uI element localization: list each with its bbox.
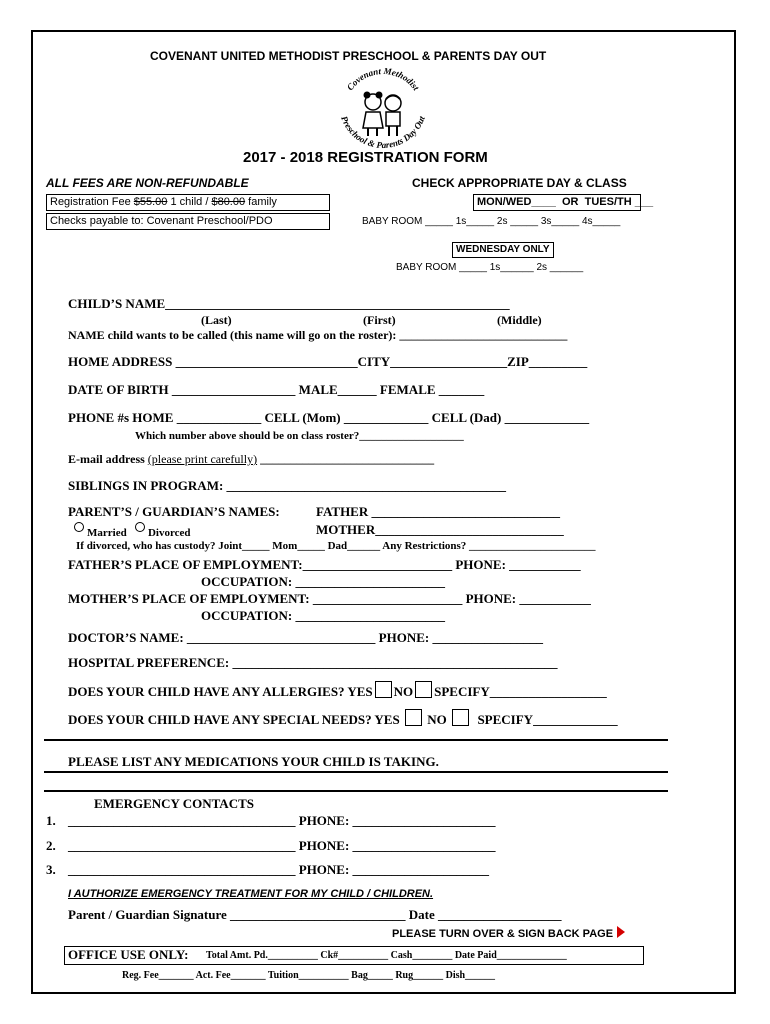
roster-phone-field[interactable]: Which number above should be on class roster?___________________ (135, 430, 464, 442)
office-row-2[interactable]: Reg. Fee_______ Act. Fee_______ Tuition__________ Bag_____ Rug______ Dish______ (122, 970, 496, 981)
nickname-field[interactable]: NAME child wants to be called (this name will go on the roster): ____________________________ (68, 328, 568, 342)
divider-top (44, 739, 668, 741)
emergency-num-3: 3. (46, 862, 56, 877)
school-logo (333, 62, 433, 162)
email-blank[interactable]: _____________________________ (257, 452, 435, 466)
doctor-field[interactable]: DOCTOR’S NAME: _____________________________ PHONE: _________________ (68, 630, 543, 645)
email-label: E-mail address (68, 452, 145, 466)
special-needs-no-checkbox[interactable] (452, 709, 469, 726)
label-first: (First) (363, 313, 396, 327)
checks-payable-box: Checks payable to: Covenant Preschool/PDO (46, 213, 330, 230)
emergency-heading: EMERGENCY CONTACTS (94, 796, 254, 811)
fee-family-suffix: family (245, 196, 277, 208)
custody-field[interactable]: If divorced, who has custody? Joint_____ Mom_____ Dad______ Any Restrictions? _______________________ (76, 540, 596, 552)
allergies-yes-checkbox[interactable] (375, 681, 392, 698)
monwed-class-row[interactable]: BABY ROOM _____ 1s_____ 2s _____ 3s_____ 4s_____ (362, 216, 621, 227)
mother-name-field[interactable]: MOTHER_____________________________ (316, 522, 564, 537)
office-use-label: OFFICE USE ONLY: (68, 947, 189, 962)
allergies-no-checkbox[interactable] (415, 681, 432, 698)
fee-family: $80.00 (211, 196, 246, 208)
wednesday-class-row[interactable]: BABY ROOM _____ 1s______ 2s ______ (396, 262, 584, 273)
svg-text:Preschool & Parents Day Out (339, 114, 427, 150)
special-needs-no-label: NO (427, 712, 447, 727)
fee-child: $55.00 (133, 196, 168, 208)
wednesday-only-box: WEDNESDAY ONLY (452, 242, 554, 258)
divorced-label: Divorced (147, 527, 191, 539)
special-needs-prefix: DOES YOUR CHILD HAVE ANY SPECIAL NEEDS? YES (68, 712, 400, 727)
medications-label: PLEASE LIST ANY MEDICATIONS YOUR CHILD IS TAKING. (68, 754, 439, 769)
blank-tuesth[interactable]: ___ (631, 196, 654, 208)
registration-prefix: Registration Fee (50, 196, 134, 208)
marital-status (74, 522, 191, 539)
father-occupation-field[interactable]: OCCUPATION: _______________________ (201, 574, 445, 589)
special-needs-yes-checkbox[interactable] (405, 709, 422, 726)
emergency-contact-3-field[interactable]: ___________________________________ PHONE: _____________________ (68, 862, 490, 877)
logo-text-top: Covenant Methodist (344, 65, 422, 93)
blank-monwed[interactable]: ____ (531, 196, 556, 208)
parents-names-label: PARENT’S / GUARDIAN’S NAMES: (68, 504, 280, 519)
or-label: OR (562, 196, 579, 208)
father-name-field[interactable]: FATHER _____________________________ (316, 504, 560, 519)
label-last: (Last) (201, 313, 232, 327)
divider-bottom (44, 790, 668, 792)
logo-text-bottom: Preschool & Parents Day Out (339, 114, 427, 151)
option-tuesth: TUES/TH (584, 196, 632, 208)
special-needs-specify-field[interactable]: SPECIFY_____________ (477, 712, 618, 727)
home-address-field[interactable]: HOME ADDRESS ____________________________CITY__________________ZIP_________ (68, 354, 588, 369)
fee-child-suffix: 1 child / (167, 196, 212, 208)
hospital-field[interactable]: HOSPITAL PREFERENCE: __________________________________________________ (68, 655, 558, 670)
authorize-statement: I AUTHORIZE EMERGENCY TREATMENT FOR MY CHILD / CHILDREN. (68, 888, 434, 900)
allergies-prefix: DOES YOUR CHILD HAVE ANY ALLERGIES? YES (68, 684, 373, 699)
siblings-field[interactable]: SIBLINGS IN PROGRAM: ___________________________________________ (68, 478, 507, 493)
day-option-box (473, 194, 654, 211)
emergency-num-2: 2. (46, 838, 56, 853)
form-title: 2017 - 2018 REGISTRATION FORM (243, 149, 488, 166)
non-refundable-notice: ALL FEES ARE NON-REFUNDABLE (46, 176, 249, 190)
registration-fee-box (46, 194, 330, 211)
option-monwed: MON/WED (477, 196, 532, 208)
signature-field[interactable]: Parent / Guardian Signature ___________________________ Date ___________________ (68, 907, 562, 922)
allergies-question (68, 681, 607, 700)
emergency-contact-1-field[interactable]: ___________________________________ PHONE: ______________________ (68, 813, 496, 828)
label-middle: (Middle) (497, 313, 542, 327)
turn-over-text: PLEASE TURN OVER & SIGN BACK PAGE (392, 928, 614, 940)
school-name: COVENANT UNITED METHODIST PRESCHOOL & PARENTS DAY OUT (150, 49, 547, 63)
divorced-radio[interactable] (135, 522, 145, 532)
special-needs-question (68, 709, 618, 728)
email-note: (please print carefully) (147, 452, 258, 466)
allergies-specify-field[interactable]: SPECIFY__________________ (434, 684, 607, 699)
emergency-contact-2-field[interactable]: ___________________________________ PHONE: ______________________ (68, 838, 496, 853)
divider-middle (44, 771, 668, 773)
married-radio[interactable] (74, 522, 84, 532)
office-row-1[interactable]: Total Amt. Pd.__________ Ck#__________ Cash________ Date Paid______________ (206, 950, 567, 961)
allergies-no-label: NO (393, 684, 414, 699)
svg-text:Covenant Methodist (345, 66, 422, 93)
childs-name-field[interactable]: CHILD’S NAME_____________________________________________________ (68, 296, 510, 311)
married-label: Married (87, 527, 127, 539)
email-field[interactable] (68, 452, 434, 467)
father-employment-field[interactable]: FATHER’S PLACE OF EMPLOYMENT:_______________________ PHONE: ___________ (68, 557, 581, 572)
phone-numbers-field[interactable]: PHONE #s HOME _____________ CELL (Mom) _____________ CELL (Dad) _____________ (68, 410, 590, 425)
turn-over-notice (392, 926, 625, 940)
date-of-birth-field[interactable]: DATE OF BIRTH ___________________ MALE______ FEMALE _______ (68, 382, 485, 397)
mother-employment-field[interactable]: MOTHER’S PLACE OF EMPLOYMENT: _______________________ PHONE: ___________ (68, 591, 591, 606)
mother-occupation-field[interactable]: OCCUPATION: _______________________ (201, 608, 445, 623)
arrow-right-icon (617, 926, 625, 938)
emergency-num-1: 1. (46, 813, 56, 828)
class-select-heading: CHECK APPROPRIATE DAY & CLASS (412, 176, 627, 190)
